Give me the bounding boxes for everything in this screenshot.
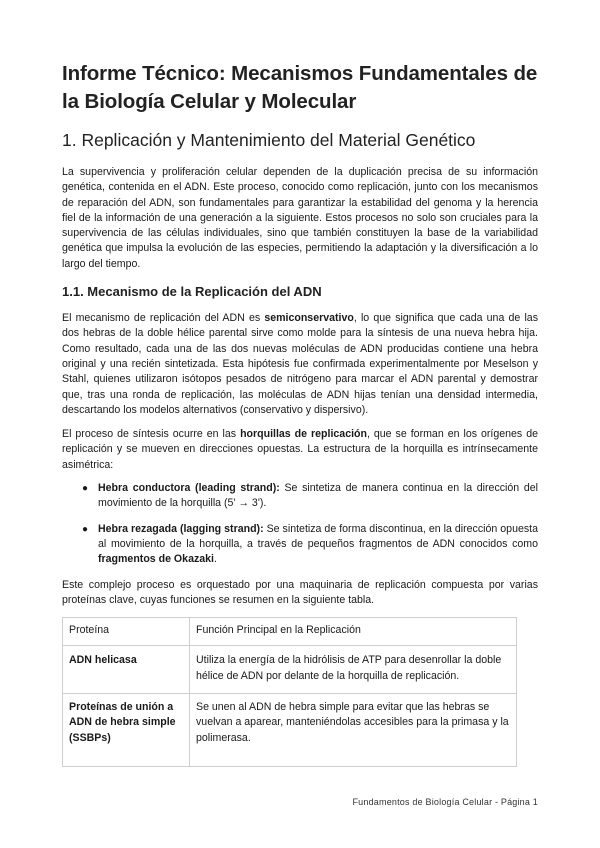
list-item bbox=[62, 481, 538, 512]
document-title: Informe Técnico: Mecanismos Fundamentales de la Biología Celular y Molecular bbox=[62, 62, 538, 113]
list-item-bold-term: fragmentos de Okazaki bbox=[98, 553, 214, 566]
list-item-term: Hebra conductora (leading strand): bbox=[98, 482, 280, 495]
protein-name: ADN helicasa bbox=[69, 654, 137, 667]
table-row bbox=[63, 694, 517, 767]
protein-name: Proteínas de unión a ADN de hebra simple (SSBPs) bbox=[69, 701, 176, 744]
table-row bbox=[63, 646, 517, 694]
section-heading: 1. Replicación y Mantenimiento del Material Genético bbox=[62, 130, 476, 150]
table-cell: Utiliza la energía de la hidrólisis de ATP para desenrollar la doble hélice de ADN por delante de la horquilla de replicación. bbox=[190, 646, 517, 694]
table-cell: Se unen al ADN de hebra simple para evitar que las hebras se vuelvan a aparear, manteniéndolas accesibles para la primasa y la polimerasa. bbox=[190, 694, 517, 767]
list-item-text: Se sintetiza de forma discontinua, en la dirección opuesta al movimiento de la horquilla, a través de pequeños fragmentos de ADN conocidos como bbox=[98, 522, 538, 550]
document-page bbox=[62, 60, 538, 767]
synthesis-bold-term: horquillas de replicación bbox=[240, 428, 367, 441]
list-item bbox=[62, 522, 538, 568]
synthesis-text-post: , que se forman en los orígenes de replicación y se mueven en direcciones opuestas. La estructura de la horquilla es intrínsecamente asimétrica: bbox=[62, 428, 538, 471]
table-header-cell: Función Principal en la Replicación bbox=[190, 618, 517, 646]
complex-paragraph: Este complejo proceso es orquestado por una maquinaria de replicación compuesta por varias proteínas clave, cuyas funciones se resumen en la siguiente tabla. bbox=[62, 578, 538, 606]
mechanism-paragraph bbox=[62, 311, 538, 418]
intro-paragraph: La supervivencia y proliferación celular dependen de la duplicación precisa de su información genética, contenida en el ADN. Este proceso, conocido como replicación, junto con los mecanismos de reparación del ADN, son fundamentales para garantizar la estabilidad del genoma y la herencia fiel de la información de una generación a la siguiente. Estos procesos no solo son cruciales para la supervivencia de las células individuales, sino que también constituyen la base de la variabilidad genética que impulsa la evolución de las especies, permitiendo la adaptación y la diversificación a lo largo del tiempo. bbox=[62, 166, 538, 270]
bullet-icon: ● bbox=[82, 483, 89, 495]
synthesis-paragraph bbox=[62, 427, 538, 473]
mechanism-bold-term: semiconservativo bbox=[264, 312, 354, 325]
list-item-text: Se sintetiza de manera continua en la dirección del movimiento de la horquilla (5' → 3'). bbox=[98, 482, 538, 510]
table-cell bbox=[63, 694, 190, 767]
bullet-icon: ● bbox=[82, 523, 89, 535]
list-item-end: . bbox=[213, 553, 217, 566]
table-cell bbox=[63, 646, 190, 694]
mechanism-text-pre: El mecanismo de replicación del ADN es bbox=[62, 312, 265, 325]
list-item-term: Hebra rezagada (lagging strand): bbox=[98, 522, 264, 535]
synthesis-text-pre: El proceso de síntesis ocurre en las bbox=[62, 428, 241, 441]
mechanism-text-post: , lo que significa que cada una de las dos hebras de la doble hélice parental sirve como molde para la síntesis de una nueva hebra hija. Como resultado, cada una de las dos nuevas moléculas de ADN producidas contiene una hebra original y una recién sintetizada. Esta hipótesis fue confirmada experimentalmente por Meselson y Stahl, quienes utilizaron isótopos pesados de nitrógeno para marcar el ADN parental y demostrar que, tras una ronda de replicación, las moléculas de ADN hijas tenían una densidad intermedia, descartando los modelos alternativos (conservativo y dispersivo). bbox=[62, 312, 539, 416]
subsection-heading: 1.1. Mecanismo de la Replicación del ADN bbox=[62, 284, 322, 300]
page-footer: Fundamentos de Biología Celular - Página 1 bbox=[352, 797, 538, 807]
protein-table bbox=[62, 617, 517, 767]
table-header-row bbox=[63, 618, 517, 646]
strand-list bbox=[62, 481, 538, 567]
table-header-cell: Proteína bbox=[63, 618, 190, 646]
